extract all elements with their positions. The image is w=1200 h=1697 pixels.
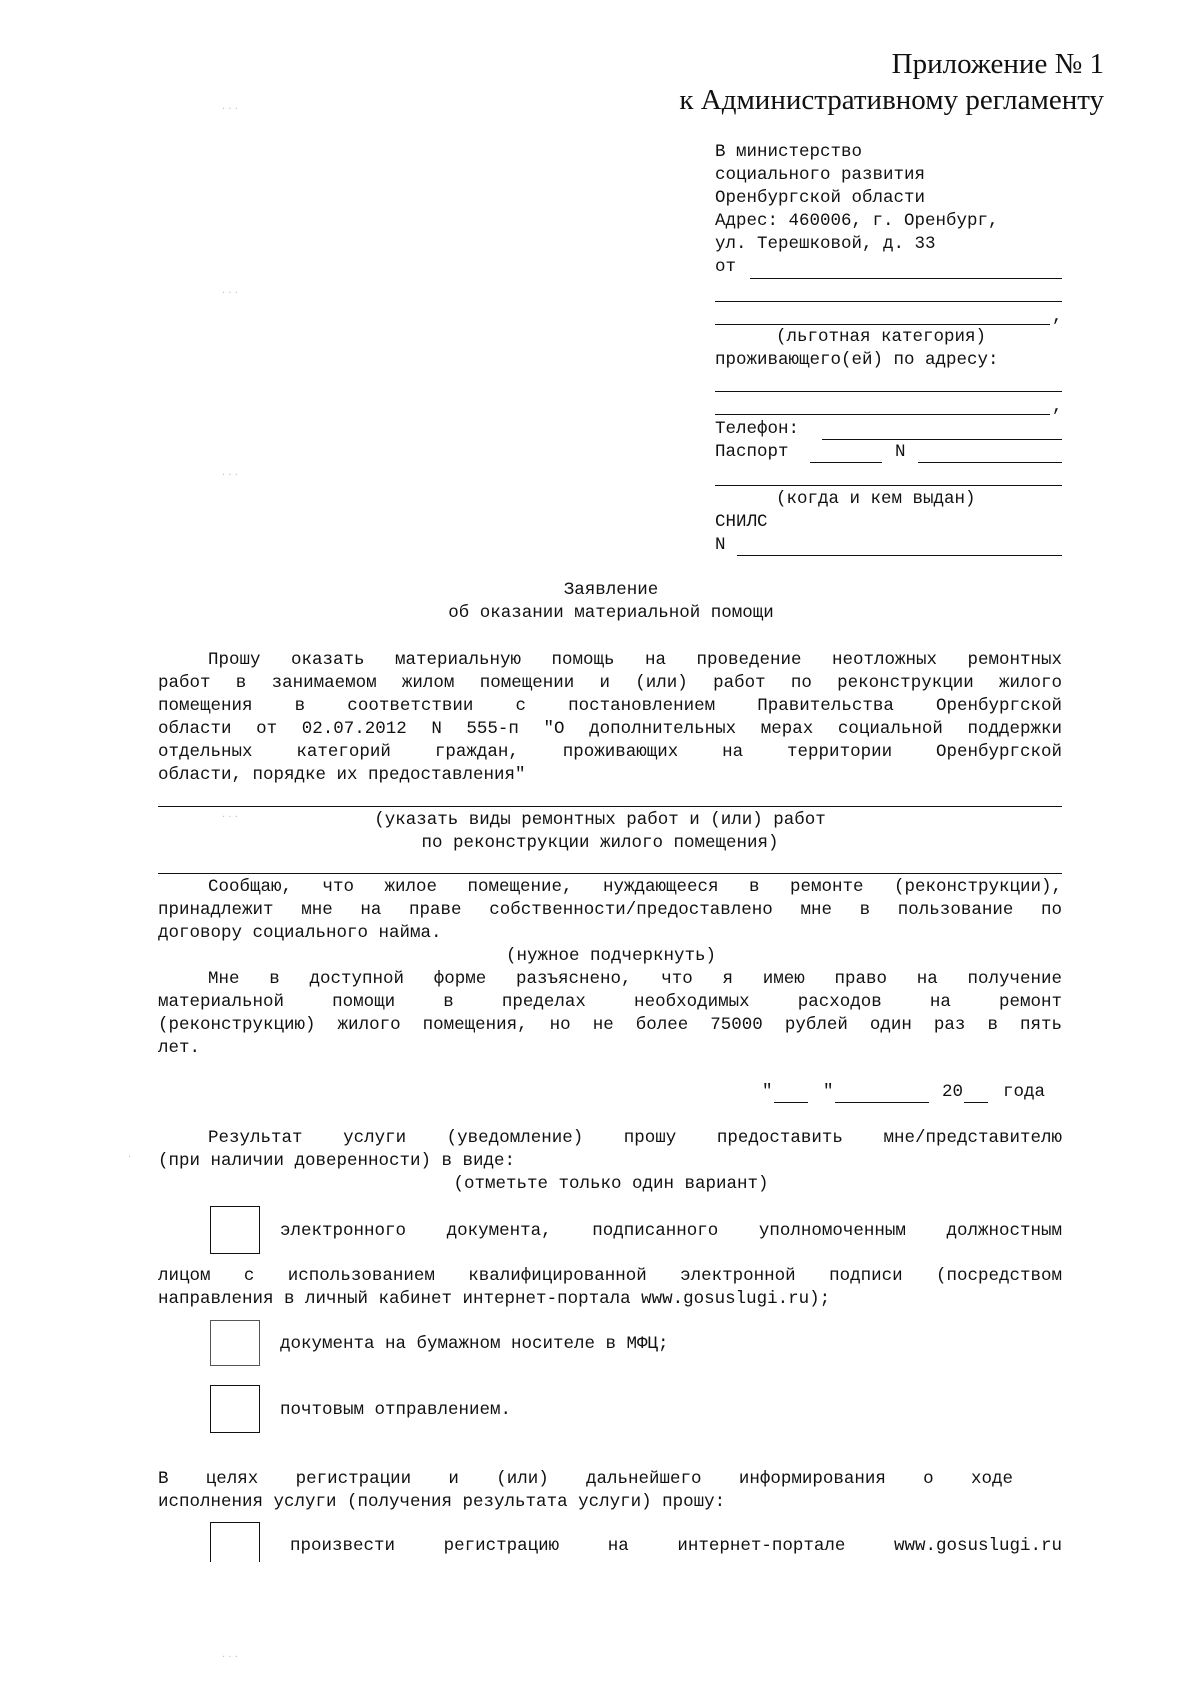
date-month-field[interactable] [835,1102,929,1103]
works-field[interactable] [158,806,1062,807]
request-line: Прошу оказать материальную помощь на проведение неотложных ремонтных [208,650,1062,670]
scan-speck: · · · [222,470,238,481]
ownership-line: принадлежит мне на праве собственности/предоставлено мне в пользование по [158,900,1062,920]
scan-speck: · · · [222,104,238,115]
option-electronic-checkbox[interactable] [210,1206,260,1254]
request-line: области, порядке их предоставления" [158,765,526,785]
phone-field[interactable] [822,439,1062,440]
explained-line: лет. [158,1038,201,1058]
addressee-line: социального развития [715,165,926,185]
passport-number-label: N [895,442,906,462]
option-mail-checkbox[interactable] [210,1385,260,1433]
address-field[interactable] [715,391,1062,392]
scan-speck: · · · [222,288,238,299]
explained-line: (реконструкцию) жилого помещения, но не более 75000 рублей один раз в пять [158,1015,1062,1035]
ownership-hint: (нужное подчеркнуть) [505,946,717,966]
passport-number-field[interactable] [918,462,1062,463]
date-day-field[interactable] [774,1102,808,1103]
statement-subtitle: об оказании материальной помощи [448,603,774,623]
option-register-label: произвести регистрацию на интернет-портале www.gosuslugi.ru [290,1536,1062,1556]
option-electronic-label: электронного документа, подписанного уполномоченным должностным [280,1221,1062,1241]
ownership-line: договору социального найма. [158,923,442,943]
scan-speck: · [128,1152,132,1163]
explained-line: материальной помощи в пределах необходимых расходов на ремонт [158,992,1062,1012]
residing-label: проживающего(ей) по адресу: [715,350,999,370]
addressee-address: ул. Терешковой, д. 33 [715,234,936,254]
passport-series-field[interactable] [810,462,882,463]
result-line: (при наличии доверенности) в виде: [158,1151,516,1171]
passport-issued-field[interactable] [715,485,1062,486]
comma: , [1052,397,1063,417]
category-hint: (льготная категория) [776,327,987,347]
option-paper-label: документа на бумажном носителе в МФЦ; [280,1334,669,1354]
date-year-prefix: 20 [942,1082,964,1102]
option-electronic-label: лицом с использованием квалифицированной электронной подписи (посредством [158,1266,1062,1286]
category-field[interactable] [715,324,1050,325]
statement-title: Заявление [563,580,659,600]
request-line: отдельных категорий граждан, проживающих на территории Оренбургской [158,742,1062,762]
snils-label: СНИЛС [715,512,768,532]
ownership-line: Сообщаю, что жилое помещение, нуждающееся в ремонте (реконструкции), [208,877,1062,897]
passport-label: Паспорт [715,442,789,462]
issued-hint: (когда и кем выдан) [776,489,976,509]
addressee-line: В министерство [715,142,863,162]
appendix-subtitle: к Административному регламенту [679,84,1104,116]
request-line: области от 02.07.2012 N 555-п "О дополнительных мерах социальной поддержки [158,719,1062,739]
address-field-2[interactable] [715,414,1050,415]
registration-line: В целях регистрации и (или) дальнейшего информирования о ходе [158,1469,1013,1489]
from-label: от [715,257,737,277]
date-quote-close: " [823,1082,834,1102]
appendix-title: Приложение № 1 [891,48,1104,80]
result-line: Результат услуги (уведомление) прошу предоставить мне/представителю [208,1128,1062,1148]
option-paper-checkbox[interactable] [210,1320,260,1366]
request-line: работ в занимаемом жилом помещении и (или) работ по реконструкции жилого [158,673,1062,693]
works-field-2[interactable] [158,873,1062,874]
date-year-word: года [1003,1082,1046,1102]
date-quote-open: " [762,1082,773,1102]
works-hint: по реконструкции жилого помещения) [421,833,779,853]
from-name-field-2[interactable] [715,301,1062,302]
option-electronic-label: направления в личный кабинет интернет-портала www.gosuslugi.ru); [158,1289,831,1309]
from-name-field[interactable] [750,278,1062,279]
works-hint: (указать виды ремонтных работ и (или) работ [374,810,826,830]
addressee-address: Адрес: 460006, г. Оренбург, [715,211,999,231]
registration-line: исполнения услуги (получения результата услуги) прошу: [158,1492,726,1512]
addressee-line: Оренбургской области [715,188,926,208]
option-register-checkbox[interactable] [210,1522,260,1562]
date-year-field[interactable] [964,1102,988,1103]
phone-label: Телефон: [715,419,800,439]
request-line: помещения в соответствии с постановлением Правительства Оренбургской [158,696,1062,716]
snils-field[interactable] [737,555,1062,556]
snils-number-label: N [715,535,726,555]
explained-line: Мне в доступной форме разъяснено, что я имею право на получение [208,969,1062,989]
scan-speck: · · · [222,1652,238,1663]
comma: , [1052,307,1063,327]
result-hint: (отметьте только один вариант) [453,1174,769,1194]
option-mail-label: почтовым отправлением. [280,1400,512,1420]
scan-speck: · · · [222,812,238,823]
